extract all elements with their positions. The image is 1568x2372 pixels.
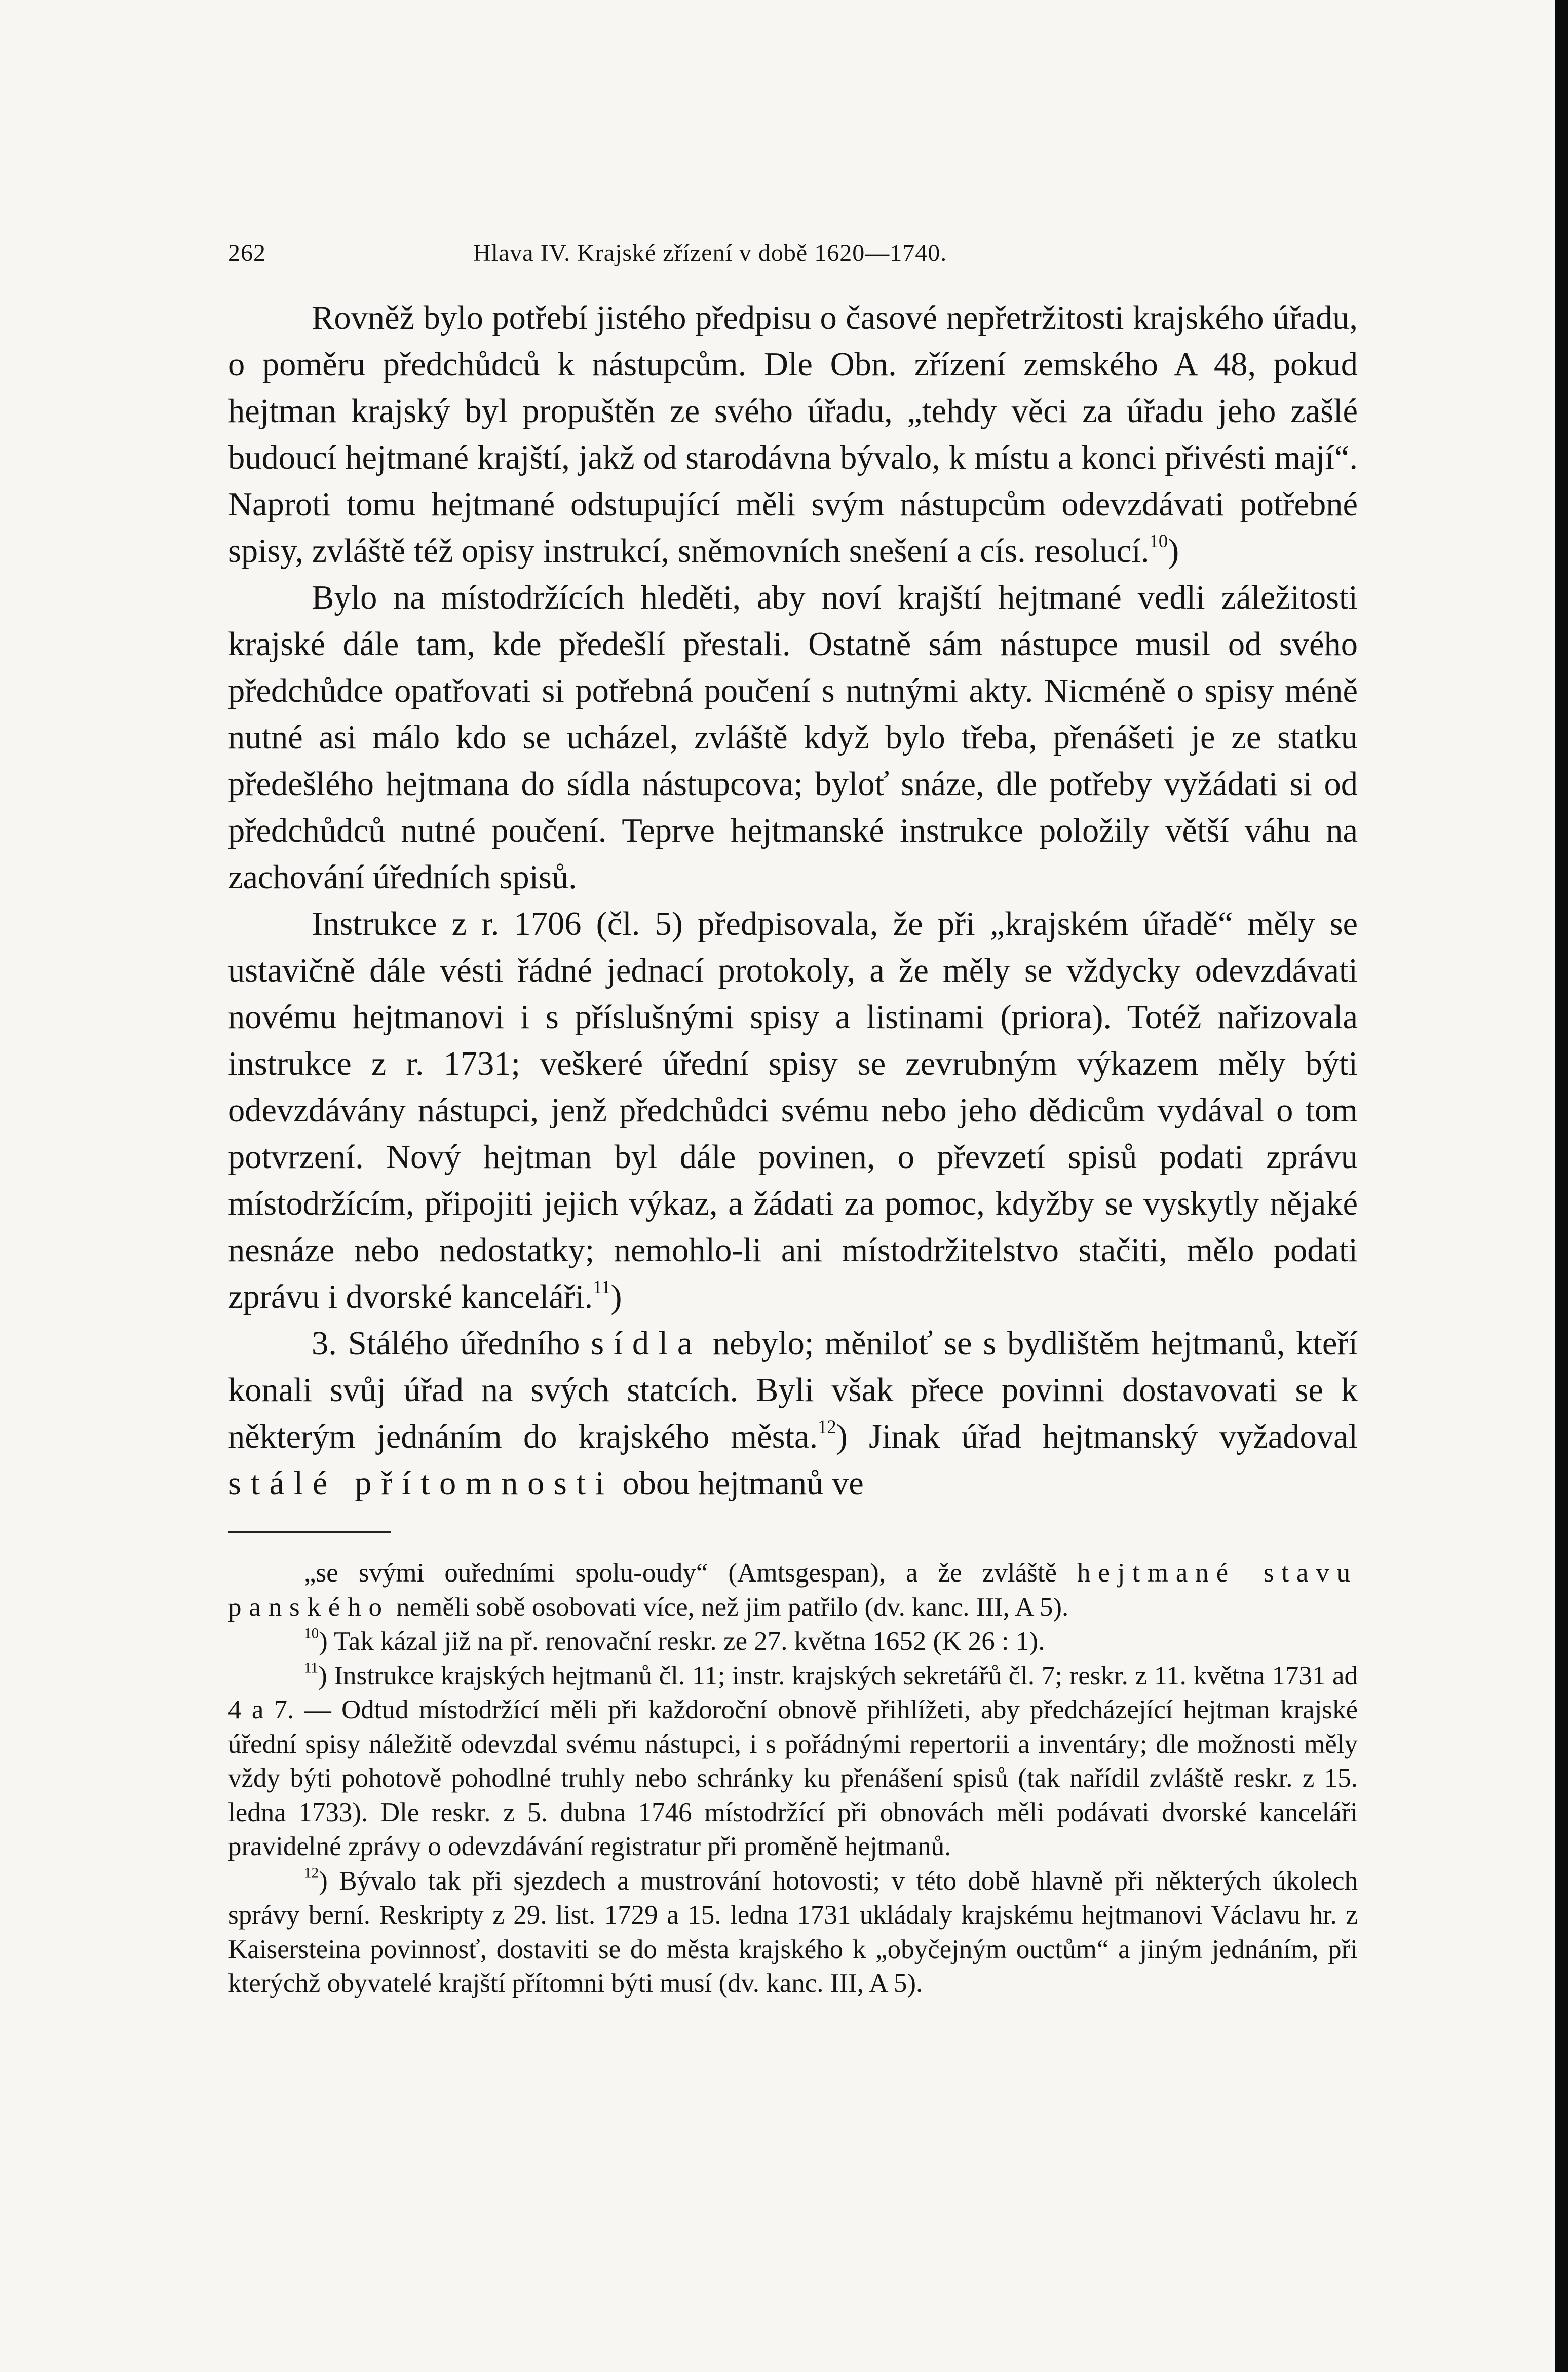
paragraph-2: Bylo na místodržících hleděti, aby noví krajští hejtmané vedli záležitosti krajské dále tam, kde předešlí přestali. Ostatně sám nástupce musil od svého předchůdce opatřovati si potřebná poučení s nutnými akty. Nicméně o spisy méně nutné asi málo kdo se ucházel, zvláště když bylo třeba, přenášeti je ze statku předešlého hejtmana do sídla nástupcova; byloť snáze, dle potřeby vyžádati si od předchůdců nutné poučení. Teprve hejtmanské instrukce položily větší váhu na zachování úředních spisů. xyxy=(228,579,1358,896)
footnotes xyxy=(228,1556,1358,2001)
scan-edge xyxy=(1555,0,1568,2372)
main-text xyxy=(228,295,1358,1507)
footnote-12-number: 12 xyxy=(304,1865,319,1881)
footnote-11 xyxy=(228,1659,1358,1864)
footnote-ref-11: 11 xyxy=(593,1276,611,1297)
footnote-ref-10: 10 xyxy=(1149,530,1168,551)
paragraph-3-text: Instrukce z r. 1706 (čl. 5) předpisovala, že při „krajském úřadě“ měly se ustavičně dále vésti řádné jednací protokoly, a že měly se vždycky odevzdávati novému hejtmanovi i s příslušnými spisy a listinami (priora). Totéž nařizovala instrukce z r. 1731; veškeré úřední spisy se zevrubným výkazem měly býti odevzdávány nástupci, jenž předchůdci svému nebo jeho dědicům vydával o tom potvrzení. Nový hejtman byl dále povinen, o převzetí spisů podati zprávu místodržícím, připojiti jejich výkaz, a žádati za pomoc, kdyžby se vyskytly nějaké nesnáze nebo nedostatky; nemohlo-li ani místodržitelstvo stačiti, mělo podati zprávu i dvorské kanceláři. xyxy=(228,906,1358,1315)
footnote-ref-close: ) xyxy=(610,1278,622,1315)
footnote-10-number: 10 xyxy=(304,1625,319,1642)
paragraph-4 xyxy=(228,1321,1358,1507)
footnote-10-text: ) Tak kázal již na př. renovační reskr. ze 27. května 1652 (K 26 : 1). xyxy=(319,1627,1045,1656)
paragraph-4-text-4: obou hejtmanů ve xyxy=(622,1465,864,1502)
paragraph-4-text-2: nebylo; měniloť se s bydlištěm hejtmanů, kteří konali svůj úřad na svých statcích. Byli však přece povinni dostavovati se k některým jednáním do krajského města. xyxy=(228,1325,1358,1455)
footnote-12-text: ) Bývalo tak při sjezdech a mustrování hotovosti; v této době hlavně při některých úkolech správy berní. Reskripty z 29. list. 1729 a 15. ledna 1731 ukládaly krajskému hejtmanovi Václavu hr. z Kaisersteina povinnosť, dostaviti se do města krajského k „obyčejným ouctům“ a jiným jednáním, při kterýchž obyvatelé krajští přítomni býti musí (dv. kanc. III, A 5). xyxy=(228,1866,1358,1998)
paragraph-1 xyxy=(228,295,1358,575)
footnote-rule xyxy=(228,1531,391,1533)
paragraph-4-text: 3. Stálého úředního xyxy=(312,1325,580,1362)
book-page xyxy=(228,239,1358,2001)
footnote-continuation-text: „se svými ouředními spolu-oudy“ (Amtsgespan), a že zvláště xyxy=(304,1558,1057,1588)
footnote-ref-close: ) xyxy=(1168,533,1179,570)
footnote-10 xyxy=(228,1625,1358,1659)
paragraph-4-text-3: ) Jinak úřad hejtmanský vyžadoval xyxy=(836,1418,1358,1455)
footnote-11-number: 11 xyxy=(304,1660,319,1676)
emphasis-hejtmane-stavu-panskeho: hejtmané stavu panského xyxy=(228,1558,1358,1622)
footnote-11-text: ) Instrukce krajských hejtmanů čl. 11; instr. krajských sekretářů čl. 7; reskr. z 11. května 1731 ad 4 a 7. — Odtud místodržící měli při každoroční obnově přihlížeti, aby předcházející hejtman krajské úřední spisy náležitě odevzdal svému nástupci, i s pořádnými repertorii a inventáry; dle možnosti měly vždy býti pohotově pohodlné truhly nebo schránky ku přenášení spisů (tak nařídil zvláště reskr. z 15. ledna 1733). Dle reskr. z 5. dubna 1746 místodržící při obnovách měli podávati dvorské kanceláři pravidelné zprávy o odevzdávání registratur při proměně hejtmanů. xyxy=(228,1661,1358,1861)
running-title: Hlava IV. Krajské zřízení v době 1620—1740. xyxy=(473,240,947,267)
paragraph-1-text: Rovněž bylo potřebí jistého předpisu o časové nepřetržitosti krajského úřadu, o poměru předchůdců k nástupcům. Dle Obn. zřízení zemského A 48, pokud hejtman krajský byl propuštěn ze svého úřadu, „tehdy věci za úřadu jeho zašlé budoucí hejtmané krajští, jakž od starodávna bývalo, k místu a konci přivésti mají“. Naproti tomu hejtmané odstupující měli svým nástupcům odevzdávati potřebné spisy, zvláště též opisy instrukcí, sněmovních snešení a cís. resolucí. xyxy=(228,299,1358,570)
footnote-continuation xyxy=(228,1556,1358,1625)
page-number: 262 xyxy=(228,240,266,267)
paragraph-3 xyxy=(228,901,1358,1321)
footnote-ref-12: 12 xyxy=(818,1416,836,1437)
footnote-continuation-text-2: neměli sobě osobovati více, než jim patřilo (dv. kanc. III, A 5). xyxy=(396,1592,1069,1622)
emphasis-stale-pritomnosti: stálé přítomnosti xyxy=(228,1465,614,1502)
emphasis-sidla: sídla xyxy=(591,1325,702,1362)
page-header xyxy=(228,239,1358,275)
footnote-12 xyxy=(228,1864,1358,2001)
